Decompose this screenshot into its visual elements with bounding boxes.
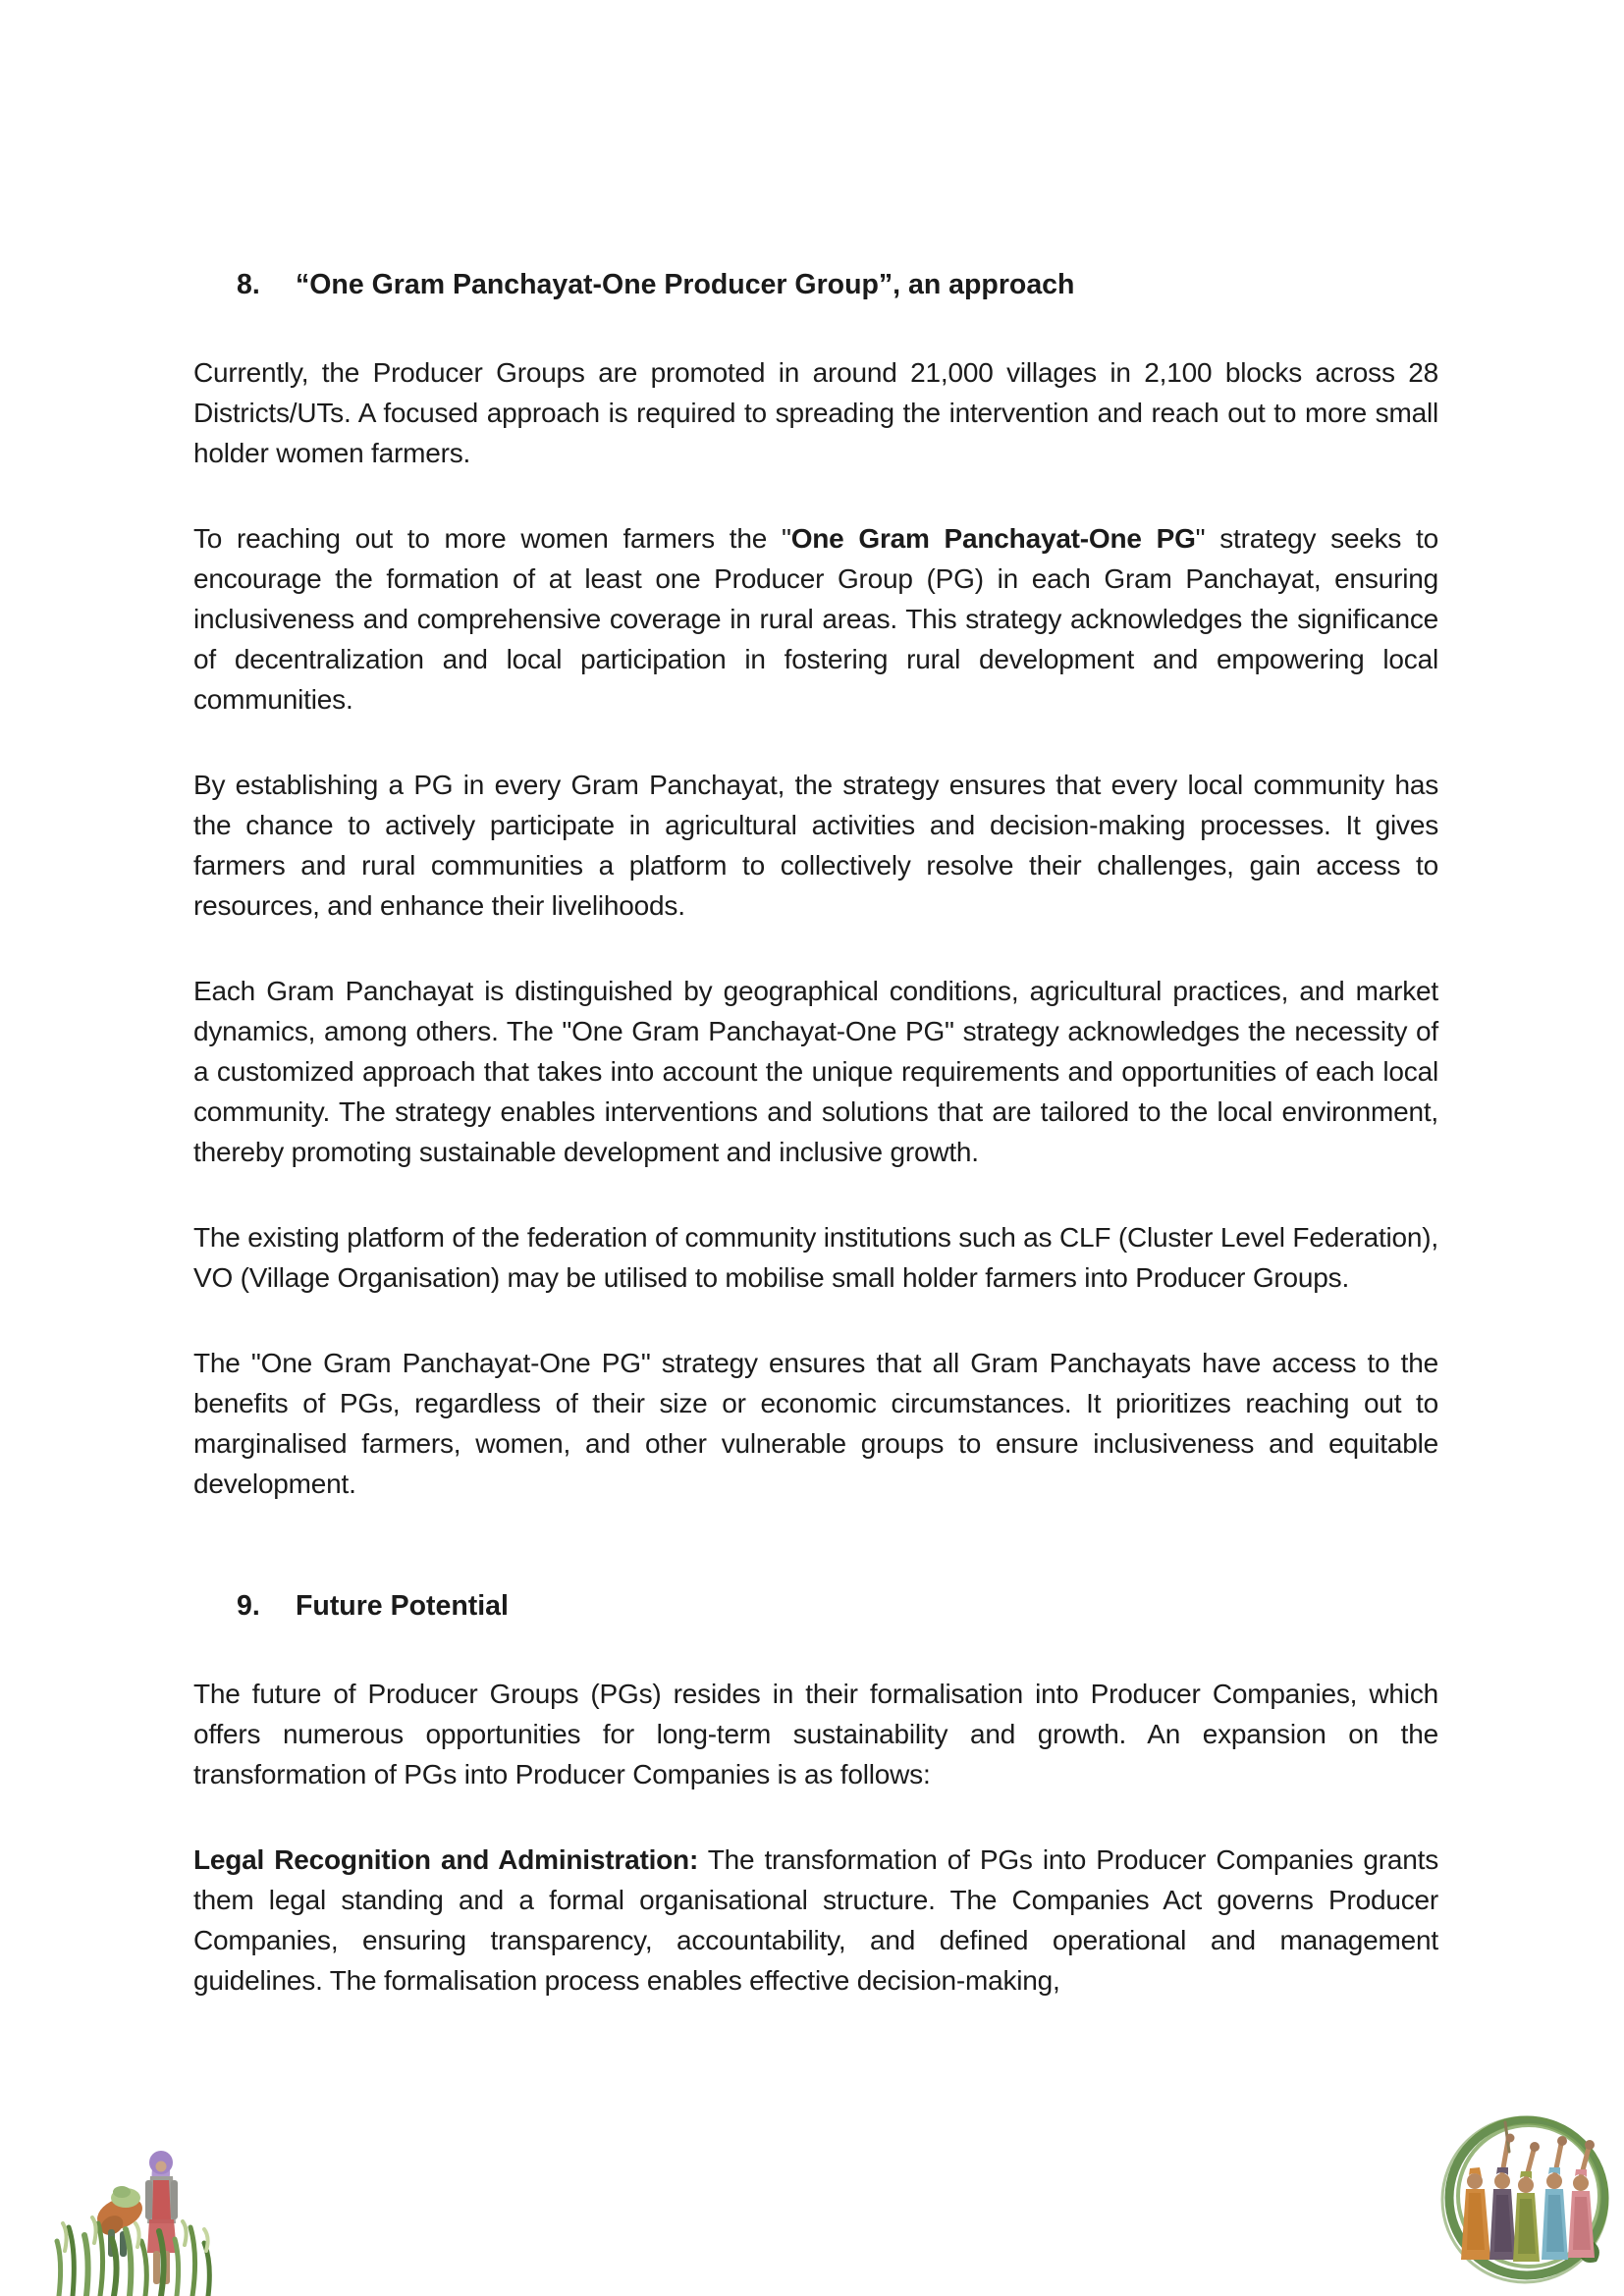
paragraph-8-bold-lead: Legal Recognition and Administration: xyxy=(193,1844,699,1875)
section-9-title: Future Potential xyxy=(296,1590,509,1622)
section-8-number: 8. xyxy=(237,269,260,300)
paragraph-future-of-pgs: The future of Producer Groups (PGs) resides in their formalisation into Producer Companies, which offers numerous opportunities for long-term sustainability and growth. An expansion on the transformation of PGs into Producer Companies is as follows: xyxy=(193,1679,1438,1789)
paragraph-current-promotion: Currently, the Producer Groups are promoted in around 21,000 villages in 2,100 blocks across 28 Districts/UTs. A focused approach is required to spreading the intervention and reach out to more small holder women farmers. xyxy=(193,357,1438,468)
paragraph-2-text-post: " strategy seeks to encourage the formation of at least one Producer Group (PG) in each Gram Panchayat, ensuring inclusiveness and comprehensive coverage in rural areas. This strategy acknowledges the significance of decentralization and local participation in fostering rural development and empowering local communities. xyxy=(193,523,1438,715)
section-9-heading xyxy=(193,1586,1438,1627)
paragraph-customized-approach: Each Gram Panchayat is distinguished by geographical conditions, agricultural practices, and market dynamics, among others. The "One Gram Panchayat-One PG" strategy acknowledges the necessity of a customized approach that takes into account the unique requirements and opportunities of each local community. The strategy enables interventions and solutions that are tailored to the local environment, thereby promoting sustainable development and inclusive growth. xyxy=(193,976,1438,1167)
section-8-title: “One Gram Panchayat-One Producer Group”, an approach xyxy=(296,269,1075,300)
section-9-number: 9. xyxy=(237,1590,260,1622)
paragraph-pg-in-every-gp: By establishing a PG in every Gram Panchayat, the strategy ensures that every local community has the chance to actively participate in agricultural activities and decision-making processes. It gives farmers and rural communities a platform to collectively resolve their challenges, gain access to resources, and enhance their livelihoods. xyxy=(193,770,1438,921)
paragraph-2-bold-phrase: One Gram Panchayat-One PG xyxy=(790,523,1196,554)
paragraph-2-text-pre: To reaching out to more women farmers the " xyxy=(193,523,791,554)
paragraph-8-text: The transformation of PGs into Producer Companies grants them legal standing and a formal organisational structure. The Companies Act governs Producer Companies, ensuring transparency, accountability, and defined operational and management guidelines. The formalisation process enables effective decision-making, xyxy=(193,1844,1438,1996)
paragraph-clf-vo-platform: The existing platform of the federation of community institutions such as CLF (Cluster Level Federation), VO (Village Organisation) may be utilised to mobilise small holder farmers into Producer Groups. xyxy=(193,1222,1438,1293)
grass-blades xyxy=(57,2217,209,2296)
document-body xyxy=(193,265,1438,2046)
paragraph-legal-recognition xyxy=(193,1840,1438,2001)
section-8-heading xyxy=(193,265,1438,305)
women-group-circle-illustration xyxy=(1434,2103,1620,2291)
paragraph-inclusive-access: The "One Gram Panchayat-One PG" strategy ensures that all Gram Panchayats have access to the benefits of PGs, regardless of their size or economic circumstances. It prioritizes reaching out to marginalised farmers, women, and other vulnerable groups to ensure inclusiveness and equitable development. xyxy=(193,1348,1438,1499)
paragraph-one-gp-one-pg-strategy xyxy=(193,518,1438,720)
women-farmers-field-illustration xyxy=(51,2104,220,2296)
